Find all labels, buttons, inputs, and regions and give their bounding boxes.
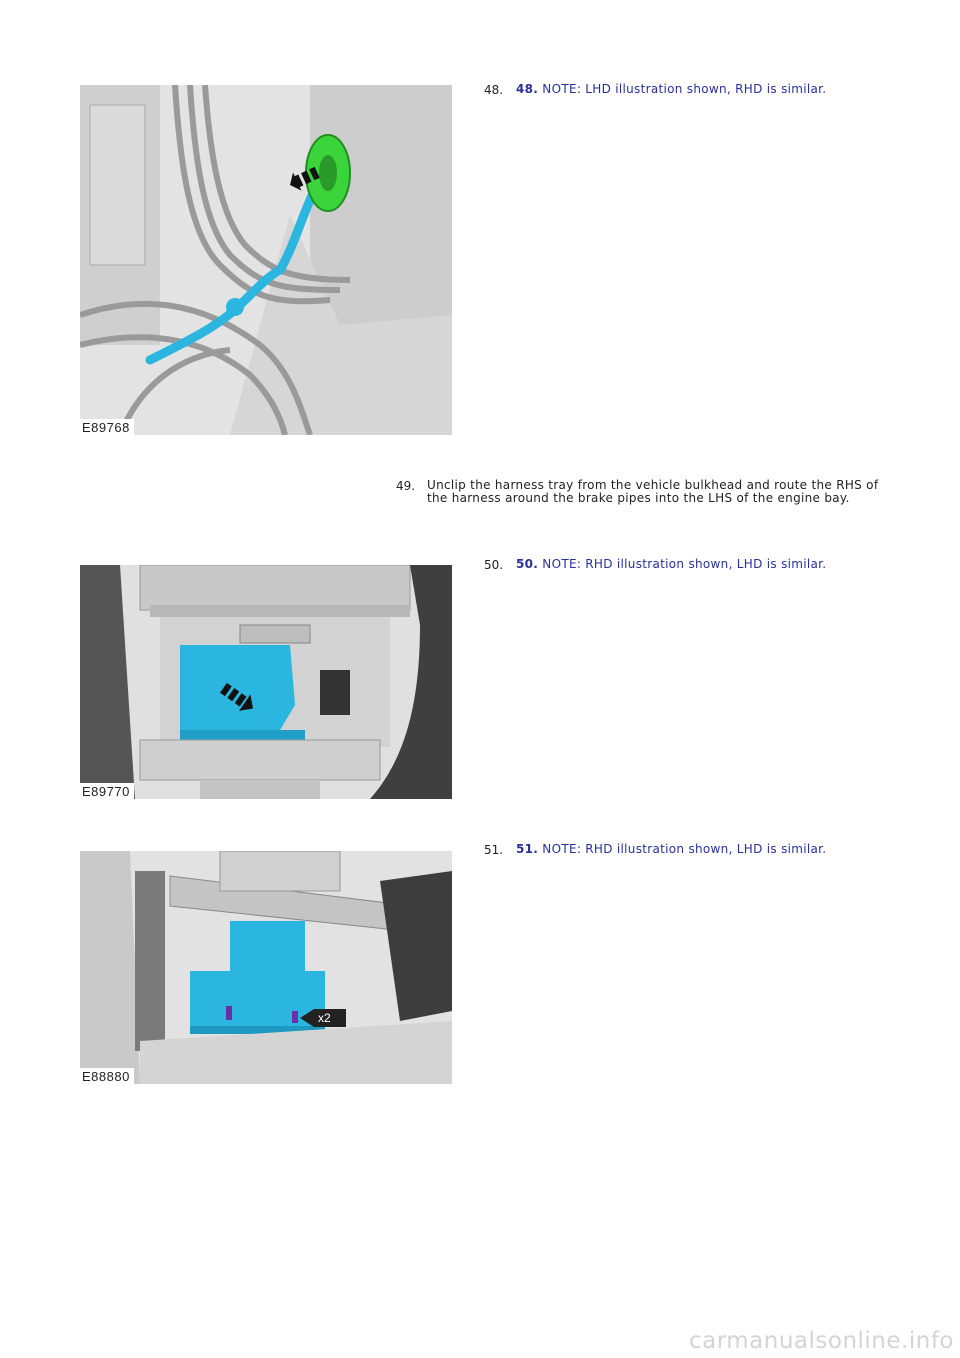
step-51-note [516,843,896,856]
step-50-bold-number: 50. [516,557,539,571]
step-48-bold-number: 48. [516,82,539,96]
watermark: carmanualsonline.info [688,1328,954,1354]
illustration-e88880 [80,851,452,1084]
step-48-note [516,83,896,96]
step-50-number: 50. [484,558,504,572]
step-51-note-text: NOTE: RHD illustration shown, LHD is similar. [542,842,827,856]
illustration-e89768 [80,85,452,435]
step-51-number: 51. [484,843,504,857]
step-51-bold-number: 51. [516,842,539,856]
step-48-note-text: NOTE: LHD illustration shown, RHD is similar. [542,82,827,96]
step-49-number: 49. [396,479,416,493]
figure-label: E89768 [80,419,134,435]
step-49-text: Unclip the harness tray from the vehicle bulkhead and route the RHS of the harness around the brake pipes into the LHS of the engine bay. [427,478,879,505]
step-50-note-text: NOTE: RHD illustration shown, LHD is similar. [542,557,827,571]
illustration-e89770 [80,565,452,799]
callout-label: x2 [318,1011,331,1025]
step-50-note [516,558,896,571]
step-48-number: 48. [484,83,504,97]
figure-label: E88880 [80,1068,134,1084]
figure-label: E89770 [80,783,134,799]
